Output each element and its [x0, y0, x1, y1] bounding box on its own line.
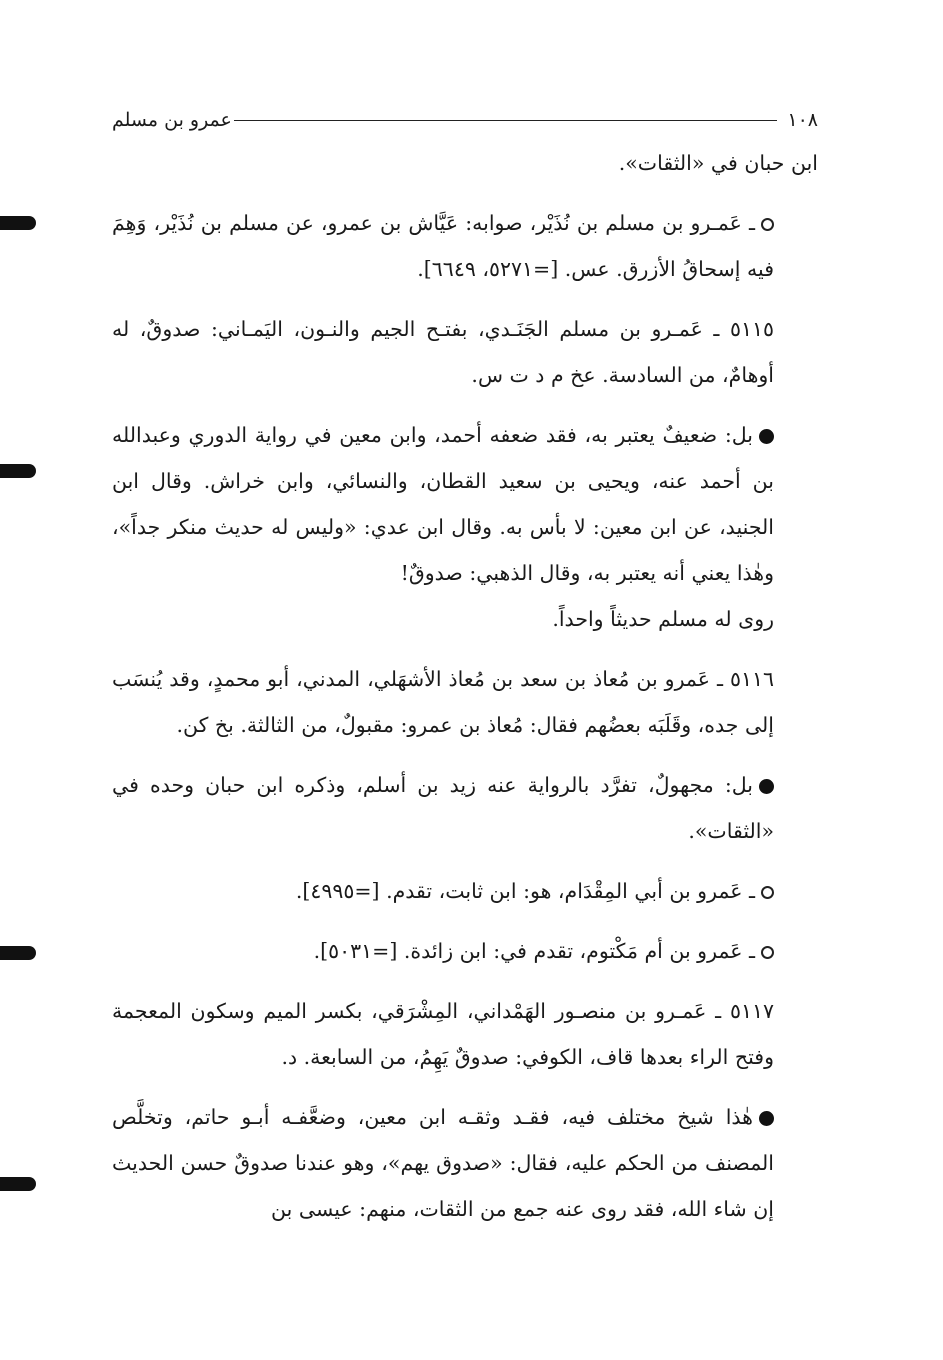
- page-number: ١٠٨: [787, 109, 818, 131]
- scan-margin-mark: [0, 946, 36, 960]
- narrator-entry: ٥١١٦ ـ عَمرو بن مُعاذ بن سعد بن مُعاذ الأشهَلي، المدني، أبو محمدٍ، وقد يُنسَب إلى جده، وقَلَبَه بعضُهم فقال: مُعاذ بن عمرو: مقبولٌ، من الثالثة. بخ كن.: [112, 667, 774, 737]
- paragraph: روى له مسلم حديثاً واحداً.: [552, 607, 774, 631]
- cross-reference-entry: ـ عَمـرو بن مسلم بن نُذَيْر، صوابه: عَيَّاش بن عمرو، عن مسلم بن نُذَيْر، وَهِمَ فيه إسحاقُ الأزرق. عس. [=٥٢٧١، ٦٦٤٩].: [112, 211, 774, 281]
- header-rule: [234, 120, 778, 121]
- filled-circle-icon: [759, 1111, 774, 1126]
- filled-circle-icon: [759, 429, 774, 444]
- narrator-entry: ٥١١٥ ـ عَمـرو بن مسلم الجَنَـدي، بفتـح الجيم والنـون، اليَمـاني: صدوقٌ، له أوهامٌ، من السادسة. عخ م د ت س.: [112, 317, 774, 387]
- open-circle-icon: [761, 218, 774, 231]
- scan-margin-mark: [0, 1177, 36, 1191]
- cross-reference-entry: ـ عَمرو بن أم مَكْتوم، تقدم في: ابن زائدة. [=٥٠٣١].: [112, 928, 818, 974]
- paragraph: ابن حبان في «الثقات».: [618, 151, 818, 175]
- open-circle-icon: [761, 886, 774, 899]
- cross-reference-entry: ـ عَمرو بن أبي المِقْدَام، هو: ابن ثابت، تقدم. [=٤٩٩٥].: [112, 868, 818, 914]
- scan-margin-mark: [0, 216, 36, 230]
- scan-margin-mark: [0, 464, 36, 478]
- page-header: [112, 100, 818, 140]
- filled-circle-icon: [759, 779, 774, 794]
- commentary: بل: مجهولٌ، تفرَّد بالرواية عنه زيد بن أسلم، وذكره ابن حبان وحده في «الثقات».: [112, 773, 774, 843]
- commentary: بل: ضعيفٌ يعتبر به، فقد ضعفه أحمد، وابن معين في رواية الدوري وعبدالله بن أحمد عنه، ويحيى بن سعيد القطان، والنسائي، وابن خراش. وقال ابن الجنيد، عن ابن معين: لا بأس به. وقال ابن عدي: «وليس له حديث منكر جداً»، وهٰذا يعني أنه يعتبر به، وقال الذهبي: صدوقٌ!: [112, 423, 774, 585]
- book-page: [112, 100, 818, 1232]
- open-circle-icon: [761, 946, 774, 959]
- narrator-entry: ٥١١٧ ـ عَمـرو بن منصـور الهَمْداني، المِشْرَقي، بكسر الميم وسكون المعجمة وفتح الراء بعدها قاف، الكوفي: صدوقٌ يَهِمُ، من السابعة. د.: [112, 999, 774, 1069]
- commentary: هٰذا شيخ مختلف فيه، فقـد وثقـه ابن معين، وضعَّفـه أبـو حاتم، وتخلَّص المصنف من الحكم عليه، فقال: «صدوق يهم»، وهو عندنا صدوقٌ حسن الحديث إن شاء الله، فقد روى عنه جمع من الثقات، منهم: عيسى بن: [112, 1105, 774, 1221]
- running-title: عمرو بن مسلم: [112, 109, 232, 131]
